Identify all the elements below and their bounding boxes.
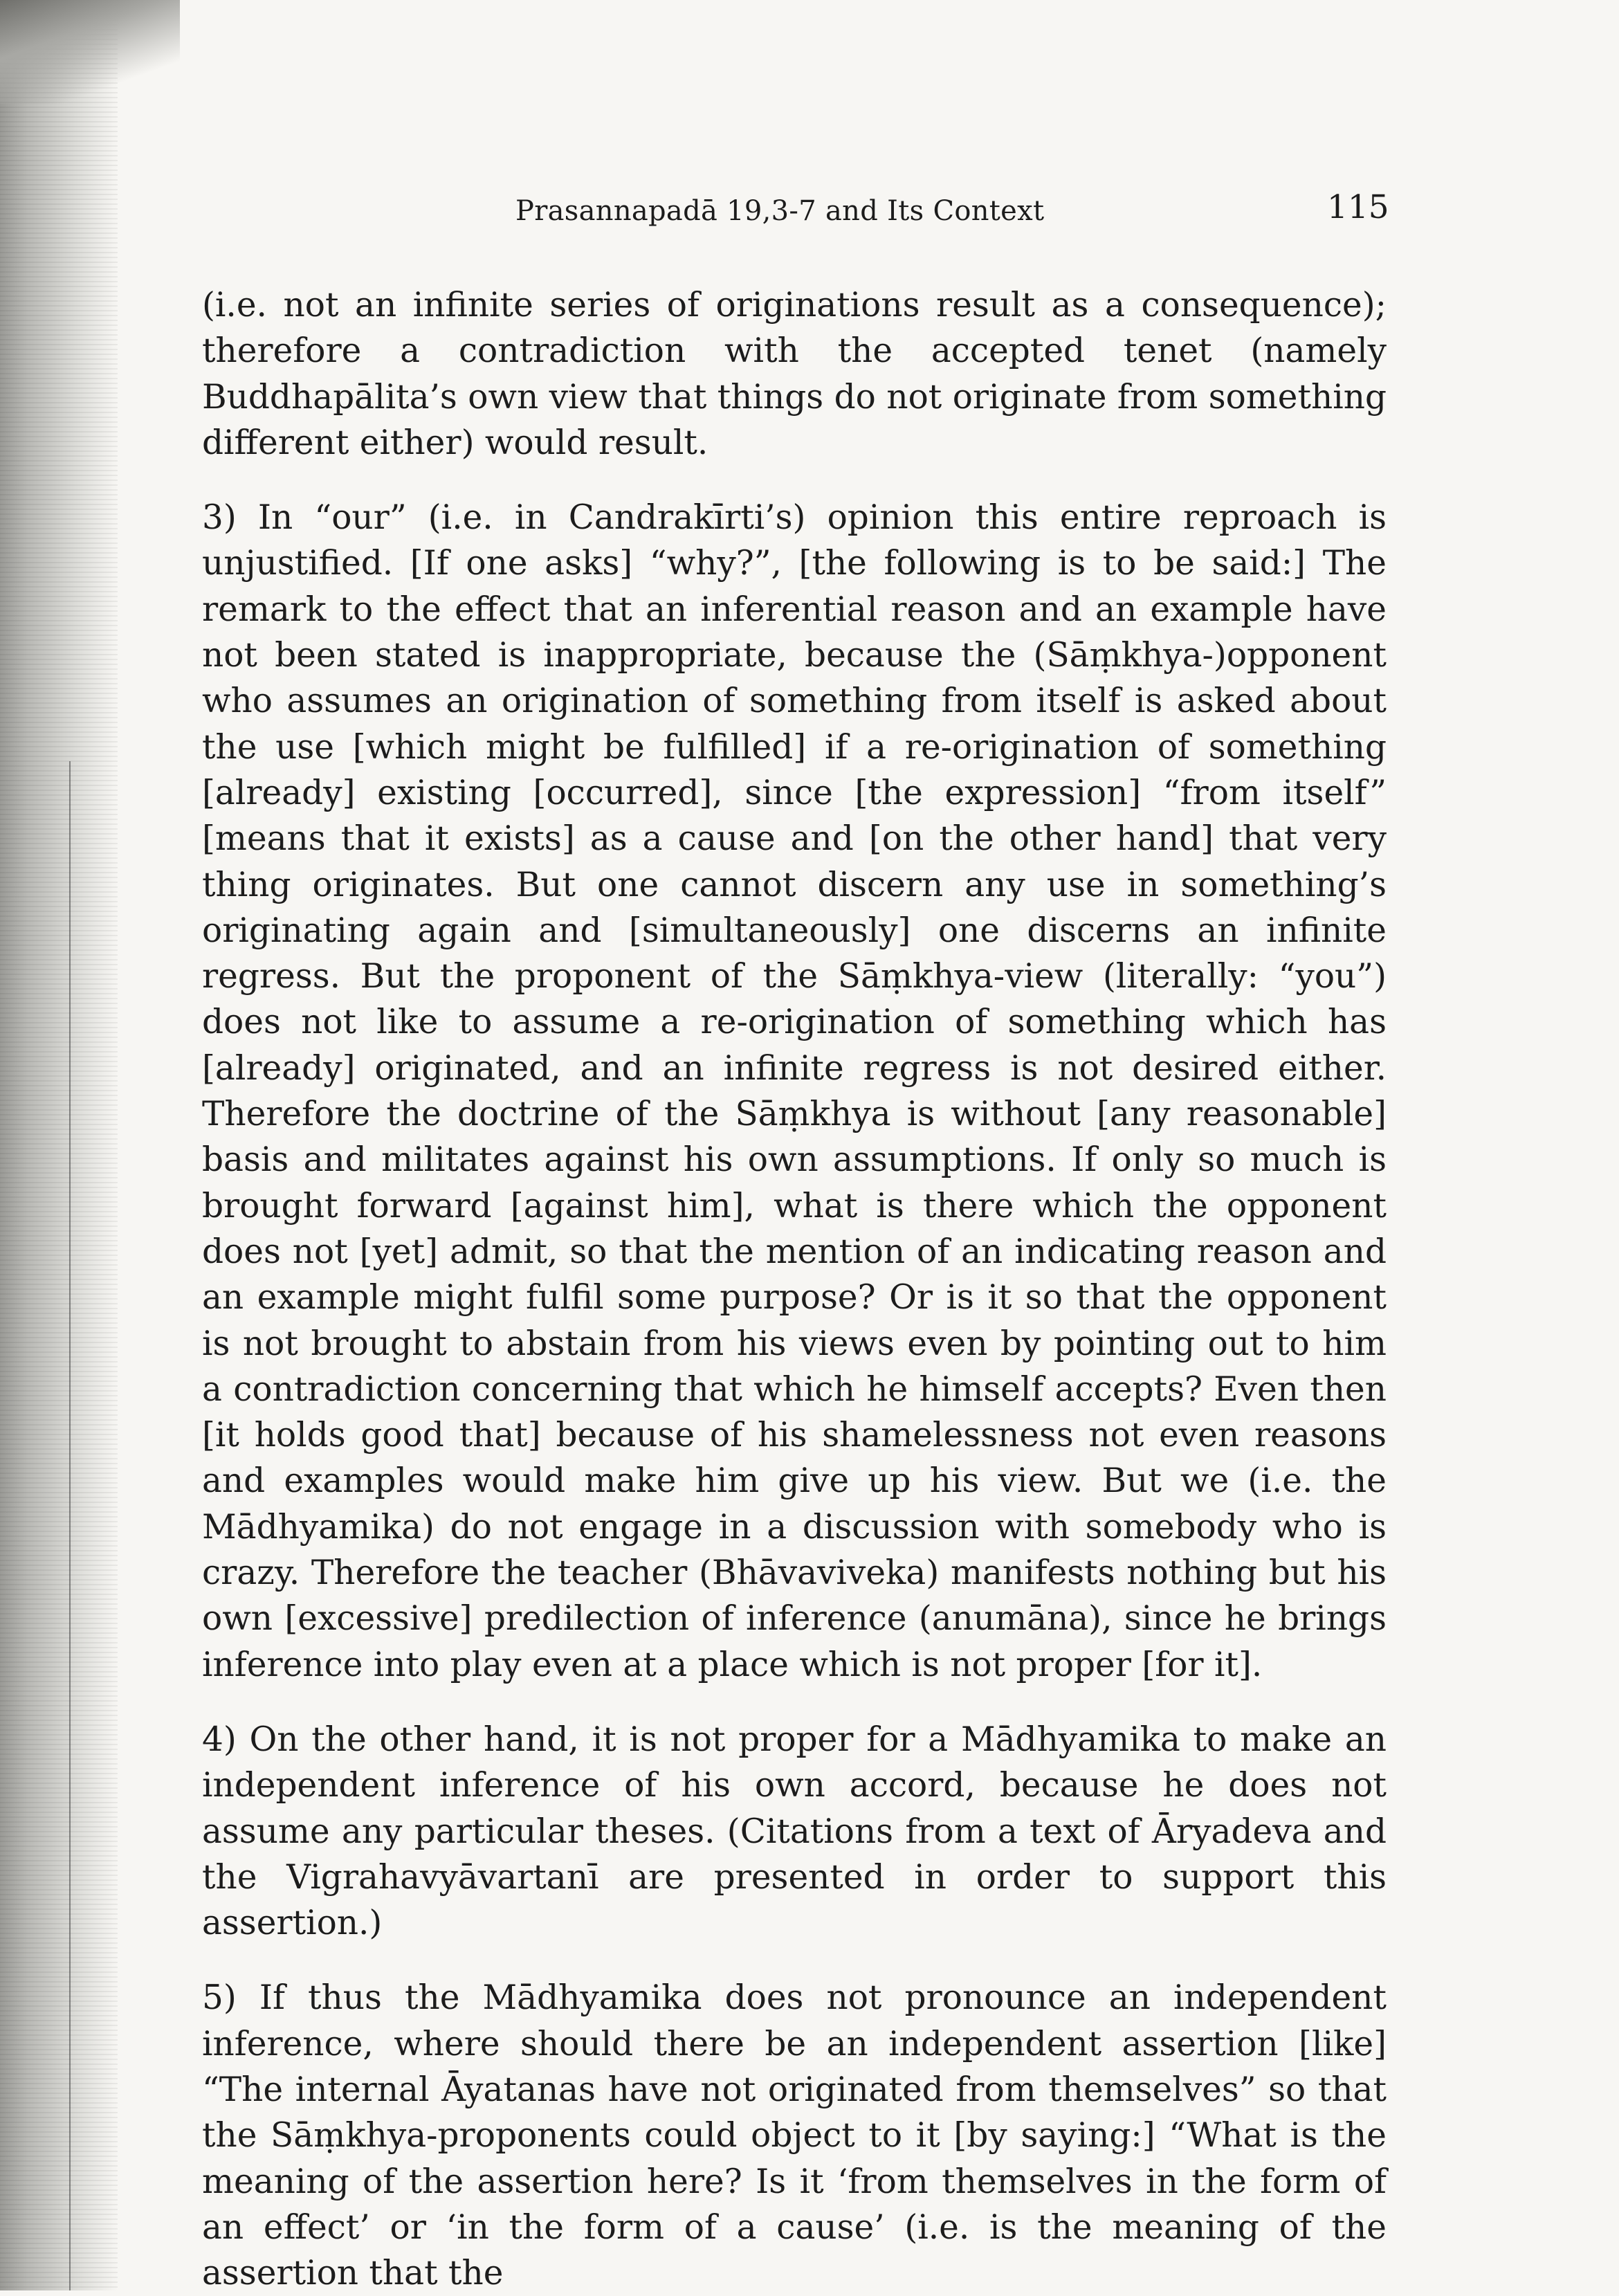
paragraph-5: 5) If thus the Mādhyamika does not pronounce an independent inference, where should there be an independent assertion [like] “The internal Āyatanas have not originated from themselves” so that the Sāṃkhya-proponents could object to it [by saying:] “What is the meaning of the assertion here? Is it ‘from themselves in the form of an effect’ or ‘in the form of a cause’ (i.e. is the meaning of the assertion that the [202,1978,1387,2293]
paragraph-3: 3) In “our” (i.e. in Candrakīrti’s) opinion this entire reproach is unjustified. [If one asks] “why?”, [the following is to be said:] The remark to the effect that an inferential reason and an example have not been stated is inappropriate, because the (Sāṃkhya-)opponent who assumes an origination of something from itself is asked about the use [which might be fulfilled] if a re-origination of something [already] existing [occurred], since [the expression] “from itself” [means that it exists] as a cause and [on the other hand] that very thing originates. But one cannot discern any use in something’s originating again and [simultaneously] one discerns an infinite regress. But the proponent of the Sāṃkhya-view (literally: “you”) does not like to assume a re-origination of something which has [already] originated, and an infinite regress is not desired either. Therefore the doctrine of the Sāṃkhya is without [any reasonable] basis and militates against his own assumptions. If only so much is brought forward [against him], what is there which the opponent does not [yet] admit, so that the mention of an indicating reason and an example might fulfil some purpose? Or is it so that the opponent is not brought to abstain from his views even by pointing out to him a contradiction concerning that which he himself accepts? Even then [it holds good that] because of his shamelessness not even reasons and examples would make him give up his view. But we (i.e. the Mādhyamika) do not engage in a discussion with somebody who is crazy. Therefore the teacher (Bhāvaviveka) manifests nothing but his own [excessive] predilection of inference (anumāna), since he brings inference into play even at a place which is not proper [for it]. [202,498,1387,1684]
paragraph-continuation: (i.e. not an infinite series of originations result as a consequence); therefore a contradiction with the accepted tenet (namely Buddhapālita’s own view that things do not originate from something different either) would result. [202,286,1387,462]
scan-corner-shadow [0,0,180,104]
running-header [0,185,1619,234]
body-text [202,282,1387,2296]
page-number: 115 [1327,188,1389,226]
paragraph-4: 4) On the other hand, it is not proper for a Mādhyamika to make an independent inference of his own accord, because he does not assume any particular theses. (Citations from a text of Āryadeva and the Vigrahavyāvartanī are presented in order to support this assertion.) [202,1720,1387,1943]
running-title: Prasannapadā 19,3-7 and Its Context [515,195,1045,227]
binding-shadow [0,0,118,2290]
page-fold-line [69,761,71,2290]
